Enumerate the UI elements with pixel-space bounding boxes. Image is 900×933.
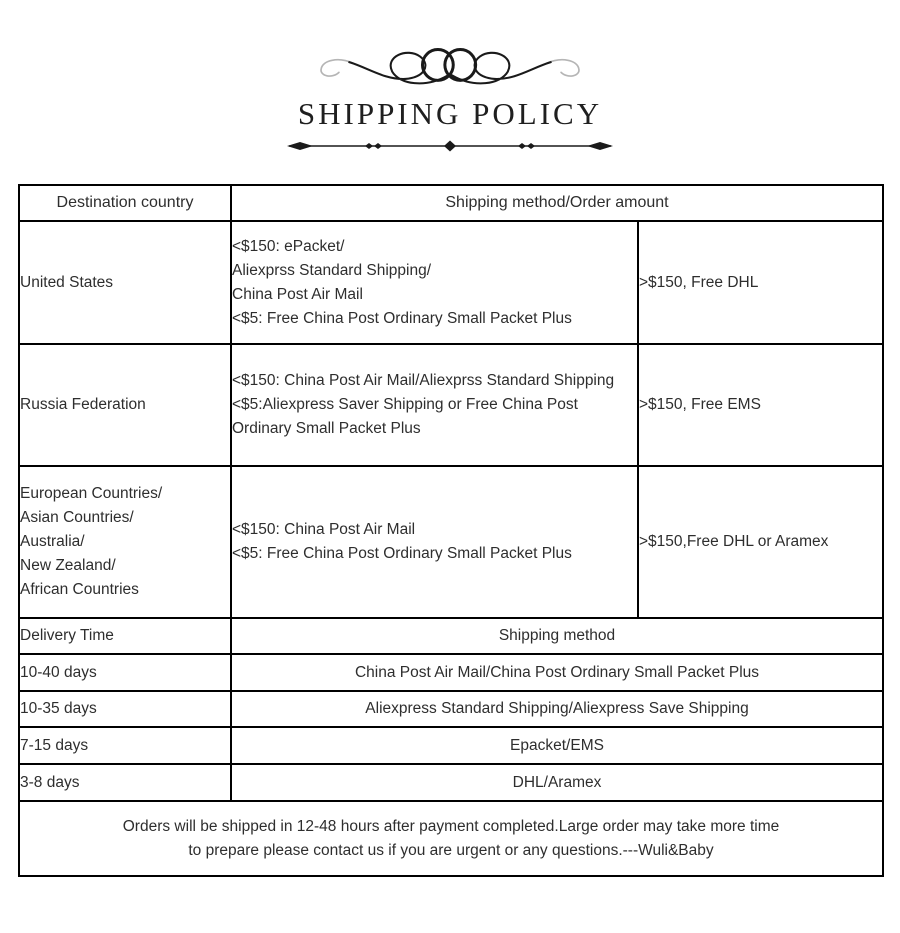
- method-line: <$5: Free China Post Ordinary Small Packet Plus: [232, 545, 572, 562]
- cell-delivery-time: 3-8 days: [19, 764, 231, 801]
- cell-delivery-time: 7-15 days: [19, 727, 231, 764]
- country-line: New Zealand/: [20, 557, 116, 574]
- delivery-row: [19, 654, 883, 691]
- method-line: <$5:Aliexpress Saver Shipping or Free China Post Ordinary Small Packet Plus: [232, 396, 578, 437]
- footer-note-line: Orders will be shipped in 12-48 hours after payment completed.Large order may take more time: [122, 817, 780, 835]
- delivery-row: [19, 727, 883, 764]
- cell-country: [19, 221, 231, 344]
- masthead: [0, 0, 900, 154]
- method-line: <$150: China Post Air Mail: [232, 521, 416, 538]
- country-line: United States: [20, 273, 114, 291]
- cell-delivery-time: 10-35 days: [19, 691, 231, 727]
- cell-delivery-method: Aliexpress Standard Shipping/Aliexpress Save Shipping: [231, 691, 883, 727]
- cell-delivery-time: 10-40 days: [19, 654, 231, 691]
- shipping-policy-table: [18, 184, 884, 877]
- country-line: Asian Countries/: [20, 509, 134, 526]
- cell-delivery-method: China Post Air Mail/China Post Ordinary Small Packet Plus: [231, 654, 883, 691]
- page-title: SHIPPING POLICY: [297, 96, 603, 131]
- country-line: African Countries: [20, 581, 139, 598]
- cell-order-amount: >$150, Free EMS: [638, 344, 883, 466]
- method-line: <$150: China Post Air Mail/Aliexprss Standard Shipping: [232, 372, 615, 389]
- cell-country: [19, 344, 231, 466]
- cell-order-amount: >$150,Free DHL or Aramex: [638, 466, 883, 618]
- footer-note-row: [19, 801, 883, 876]
- method-line: <$150: ePacket/: [232, 237, 345, 255]
- cell-delivery-method: DHL/Aramex: [231, 764, 883, 801]
- delivery-row: [19, 764, 883, 801]
- cell-order-amount: >$150, Free DHL: [638, 221, 883, 344]
- cell-shipping-methods: [231, 344, 638, 466]
- cell-country: [19, 466, 231, 618]
- delivery-row: [19, 691, 883, 727]
- country-row-european-asian-others: [19, 466, 883, 618]
- flourish-ornament-icon: [310, 34, 590, 94]
- delivery-header-row: [19, 618, 883, 654]
- country-line: European Countries/: [20, 485, 163, 502]
- country-line: Australia/: [20, 533, 85, 550]
- cell-shipping-methods: [231, 221, 638, 344]
- country-row-united-states: [19, 221, 883, 344]
- cell-delivery-method: Epacket/EMS: [231, 727, 883, 764]
- country-row-russia-federation: [19, 344, 883, 466]
- method-line: China Post Air Mail: [232, 285, 363, 303]
- header-shipping-method-order-amount: Shipping method/Order amount: [231, 185, 883, 221]
- footer-note: [19, 801, 883, 876]
- country-line: Russia Federation: [20, 396, 146, 413]
- method-line: Aliexprss Standard Shipping/: [232, 261, 432, 279]
- footer-note-line: to prepare please contact us if you are urgent or any questions.---Wuli&Baby: [188, 841, 714, 859]
- diamond-divider-icon: [285, 138, 615, 154]
- method-line: <$5: Free China Post Ordinary Small Packet Plus: [232, 309, 572, 327]
- table-header-row: [19, 185, 883, 221]
- header-shipping-method: Shipping method: [231, 618, 883, 654]
- cell-shipping-methods: [231, 466, 638, 618]
- header-destination-country: Destination country: [19, 185, 231, 221]
- header-delivery-time: Delivery Time: [19, 618, 231, 654]
